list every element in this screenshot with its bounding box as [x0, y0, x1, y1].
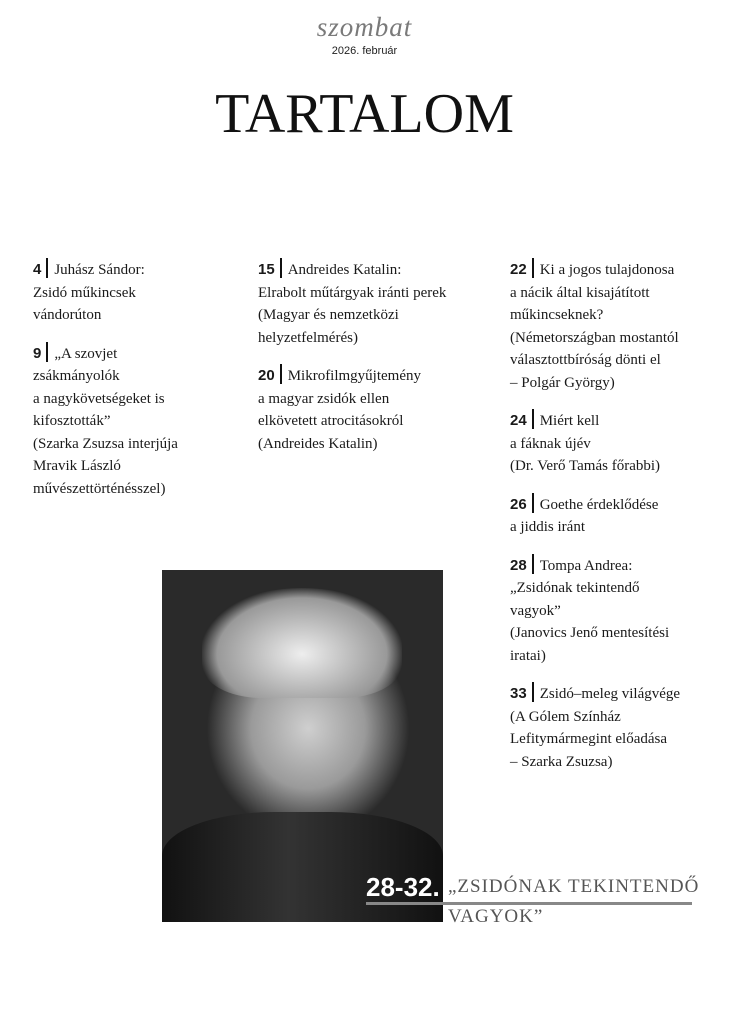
page-number: 26 — [510, 495, 527, 513]
toc-entry-text: Zsidó–meleg világvége — [539, 686, 681, 702]
portrait-hair — [202, 588, 402, 698]
toc-entry-line: a magyar zsidók ellen — [258, 390, 390, 407]
toc-entry-line: „Zsidónak tekintendő — [510, 580, 640, 596]
toc-entry-line — [510, 554, 725, 578]
page-number: 28 — [510, 556, 527, 574]
toc-entry-line: zsákmányolók — [33, 368, 120, 384]
toc-entry[interactable] — [510, 409, 725, 478]
toc-entry-line: (Janovics Jenő mentesítési — [510, 625, 670, 641]
toc-entry-line: Mravik László — [33, 458, 121, 474]
toc-entry-text: Mikrofilmgyűjtemény — [287, 368, 422, 384]
toc-entry[interactable] — [510, 554, 725, 668]
separator-bar — [532, 258, 534, 278]
toc-entry-line: (Szarka Zsuzsa interjúja — [33, 435, 178, 452]
toc-entry-line: helyzetfelmérés) — [258, 329, 358, 346]
toc-entry-line: – Szarka Zsuzsa) — [510, 753, 613, 770]
toc-entry-line: a nácik által kisajátított — [510, 284, 650, 301]
toc-entry[interactable] — [258, 258, 493, 349]
toc-entry-line: választottbíróság dönti el — [510, 352, 661, 368]
toc-entry-line: Lefitymármegint előadása — [510, 731, 668, 747]
separator-bar — [280, 258, 282, 278]
toc-entry-line: – Polgár György) — [510, 374, 615, 391]
toc-column-2 — [258, 258, 493, 470]
toc-entry-text: Miért kell — [539, 413, 600, 429]
separator-bar — [532, 409, 534, 429]
toc-entry-line: művészettörténésszel) — [33, 480, 166, 497]
toc-entry-line: a fáknak újév — [510, 435, 591, 452]
toc-entry-line: Elrabolt műtárgyak iránti perek — [258, 284, 447, 301]
separator-bar — [46, 258, 48, 278]
toc-entry-line — [33, 342, 248, 366]
toc-entry-line — [510, 409, 725, 433]
toc-entry-line: (Németországban mostantól — [510, 329, 679, 346]
toc-entry-line: vagyok” — [510, 602, 561, 619]
feature-underline — [366, 902, 692, 905]
page-number: 9 — [33, 344, 42, 362]
toc-entry-line: elkövetett atrocitásokról — [258, 413, 404, 429]
separator-bar — [532, 554, 534, 574]
toc-entry[interactable] — [510, 493, 725, 539]
issue-date: 2026. február — [331, 45, 398, 57]
toc-column-1 — [33, 258, 248, 515]
page-number: 4 — [33, 261, 42, 278]
page-number: 20 — [258, 367, 275, 384]
feature-title-line1: „ZSIDÓNAK TEKINTENDŐ — [448, 876, 700, 897]
separator-bar — [46, 342, 48, 362]
toc-entry-line — [258, 258, 493, 282]
toc-entry-text: Juhász Sándor: — [54, 262, 145, 278]
feature-portrait-photo — [162, 570, 443, 922]
toc-entry-line: kifosztották” — [33, 413, 111, 429]
toc-entry-line: (A Gólem Színház — [510, 708, 621, 725]
toc-entry-line: Zsidó műkincsek — [33, 284, 136, 301]
toc-entry-line: (Andreides Katalin) — [258, 435, 378, 452]
portrait-coat — [162, 812, 443, 922]
page-number: 22 — [510, 261, 527, 278]
toc-entry-line: a jiddis iránt — [510, 519, 585, 535]
toc-entry-line — [258, 364, 493, 388]
feature-pages: 28-32. — [366, 872, 440, 902]
toc-entry-line: vándorúton — [33, 307, 102, 323]
toc-entry-text: Ki a jogos tulajdonosa — [539, 262, 675, 278]
feature-title-line2: VAGYOK” — [448, 906, 544, 927]
magazine-brand: szombat — [316, 12, 413, 42]
toc-entry-line: (Magyar és nemzetközi — [258, 307, 399, 323]
toc-entry-line: a nagykövetségeket is — [33, 390, 165, 407]
toc-entry-text: Tompa Andrea: — [539, 557, 633, 574]
separator-bar — [280, 364, 282, 384]
separator-bar — [532, 682, 534, 702]
toc-entry-line — [510, 682, 725, 706]
toc-entry-line — [33, 258, 248, 282]
toc-entry[interactable] — [510, 682, 725, 773]
toc-entry-text: Andreides Katalin: — [287, 262, 402, 278]
toc-entry-text: Goethe érdeklődése — [539, 496, 659, 513]
page-number: 33 — [510, 685, 527, 702]
toc-entry-line — [510, 258, 725, 282]
toc-entry-line: iratai) — [510, 647, 546, 664]
toc-entry-line: (Dr. Verő Tamás főrabbi) — [510, 458, 661, 474]
separator-bar — [532, 493, 534, 513]
page-number: 15 — [258, 261, 275, 278]
toc-entry-line: műkincseknek? — [510, 307, 604, 323]
page-title: TARTALOM — [215, 83, 514, 145]
toc-entry-line — [510, 493, 725, 517]
page-number: 24 — [510, 412, 527, 429]
toc-column-3 — [510, 258, 725, 788]
toc-entry[interactable] — [33, 258, 248, 327]
toc-entry-text: „A szovjet — [54, 345, 118, 362]
toc-entry[interactable] — [33, 342, 248, 501]
toc-entry[interactable] — [258, 364, 493, 455]
toc-entry[interactable] — [510, 258, 725, 394]
